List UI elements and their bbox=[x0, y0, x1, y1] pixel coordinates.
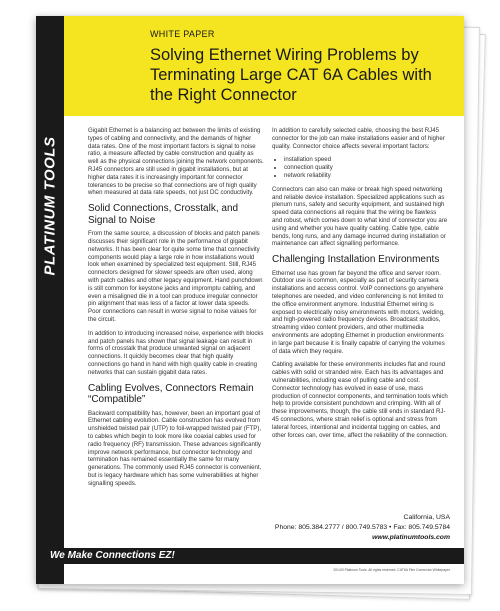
factor-list bbox=[272, 156, 448, 179]
list-item: • connection quality bbox=[284, 164, 448, 172]
section-heading: Challenging Installation Environments bbox=[272, 254, 440, 266]
list-item: • installation speed bbox=[284, 156, 448, 164]
body-paragraph: From the same source, a discussion of blocks and patch panels discusses their significant role in the performance of gigabit networks. It has been clear for quite some time that connectivity components would play a large role in how installations would look when examined by specialized test equipment. Still, RJ45 connectors designed for slower speeds are often used, along with patch cables and other legacy equipment. Hand punchdown is still common for keystone jacks and impromptu cabling, and even a misaligned die in a tool can produce irregular connector pin alignment that was less of a factor at lower data speeds. Poor connections can result in worse signal to noise values for the circuit. bbox=[88, 230, 263, 323]
platinum-tools-logo: PLATINUM TOOLS bbox=[41, 136, 59, 276]
body-column-left bbox=[88, 127, 264, 493]
document-page bbox=[36, 16, 464, 584]
document-type-label: WHITE PAPER bbox=[150, 29, 215, 39]
footer-bar bbox=[36, 548, 464, 564]
body-paragraph: Ethernet use has grown far beyond the office and server room. Outdoor use is common, especially as part of security camera installations and access control. VoIP connections go anywhere telephones are needed, and video conferencing is not limited to the office environment anymore. Industrial Ethernet wiring is exposed to electrically noisy environments with motors, welding, and high-powered radio frequency devices. Broadcast studios, streaming video content providers, and other multimedia environments are adopting Ethernet in production environments in large part because it is finally capable of carrying the volumes of data which they require. bbox=[272, 269, 445, 355]
body-paragraph: Cabling available for these environments includes flat and round cables with solid or stranded wire. Each has its advantages and vulnerabilities, including ease of pulling cable and cost. Connector technology has evolved in ease of use, mass production of connector components, and termination tools which help to provide consistent punchdown and crimping. With all of these improvements, though, the cable still ends in standard RJ-45 connections, where strain relief is optional and stress from lateral forces, intentional and incidental tugging on cables, and other forces can, over time, affect the reliability of the connection. bbox=[272, 361, 448, 439]
document-title: Solving Ethernet Wiring Problems by Terminating Large CAT 6A Cables with the Right Connector bbox=[150, 46, 432, 104]
slogan: We Make Connections EZ! bbox=[50, 550, 175, 561]
body-column-right bbox=[272, 127, 448, 445]
body-paragraph: In addition to introducing increased noise, experience with blocks and patch panels has shown that signal leakage can result in forms of crosstalk that produce unwanted signal on adjacent connections. It quickly becomes clear that high quality connections go hand in hand with high quality cable in creating networks that can sustain gigabit data rates. bbox=[88, 329, 264, 376]
body-paragraph: Connectors can also can make or break high speed networking and reliable device installation. Specialized applications such as plenum runs, safety and security equipment, and sustained high speed data connections all require that the wiring be flawless and robust, which comes down to what kind of connector you are using and whether you have quality cabling. Cable type, cable bends, long runs, and any damage incurred during installation or maintenance can affect signalling performance. bbox=[272, 185, 448, 248]
brand-side-bar bbox=[36, 16, 64, 584]
website-link[interactable]: www.platinumtools.com bbox=[372, 534, 450, 541]
contact-phone-fax: Phone: 805.384.2777 / 800.749.5783 • Fax: 805.749.5784 bbox=[274, 524, 450, 531]
body-paragraph: Backward compatibility has, however, been an important goal of Ethernet cabling evolution. Cable construction has evolved from unshielded twisted pair (UTP) to foil-wrapped twisted pair (FTP), to cables which begin to look more like coaxial cables used for radio frequency (RF) transmission. These advances significantly improve network performance, but connector technology and termination has remained essentially the same for many generations. The commonly used RJ45 connector is convenient, but is legacy hardware which has some vulnerabilities at higher signalling speeds. bbox=[88, 409, 262, 487]
contact-block bbox=[275, 513, 450, 543]
section-heading: Cabling Evolves, Connectors Remain “Compatible” bbox=[88, 382, 254, 406]
copyright-note: 2014/3 Platinum Tools. All rights reserved. CAT6A Flex Connector Whitepaper bbox=[333, 568, 450, 572]
list-item: • network reliability bbox=[284, 172, 448, 180]
contact-location: California, USA bbox=[403, 514, 450, 521]
intro-paragraph: Gigabit Ethernet is a balancing act between the limits of existing types of cabling and connectivity, and the demands of higher data rates. One of the most important factors is signal to noise ratio, a measure affected by cable construction and quality as well as the physical connections joining the network components. RJ45 connectors are still used in gigabit installations, but at higher data rates it is increasingly important for connector tolerances to be precise so that connections are of high quality when measured at data rate speeds, not just DC conductivity. bbox=[88, 127, 264, 197]
body-paragraph: In addition to carefully selected cable, choosing the best RJ45 connector for the job can make installations easier and of higher quality. Connector choice affects several important factors: bbox=[272, 127, 445, 150]
section-heading: Solid Connections, Crosstalk, and Signal to Noise bbox=[88, 203, 239, 226]
title-banner bbox=[64, 16, 464, 116]
